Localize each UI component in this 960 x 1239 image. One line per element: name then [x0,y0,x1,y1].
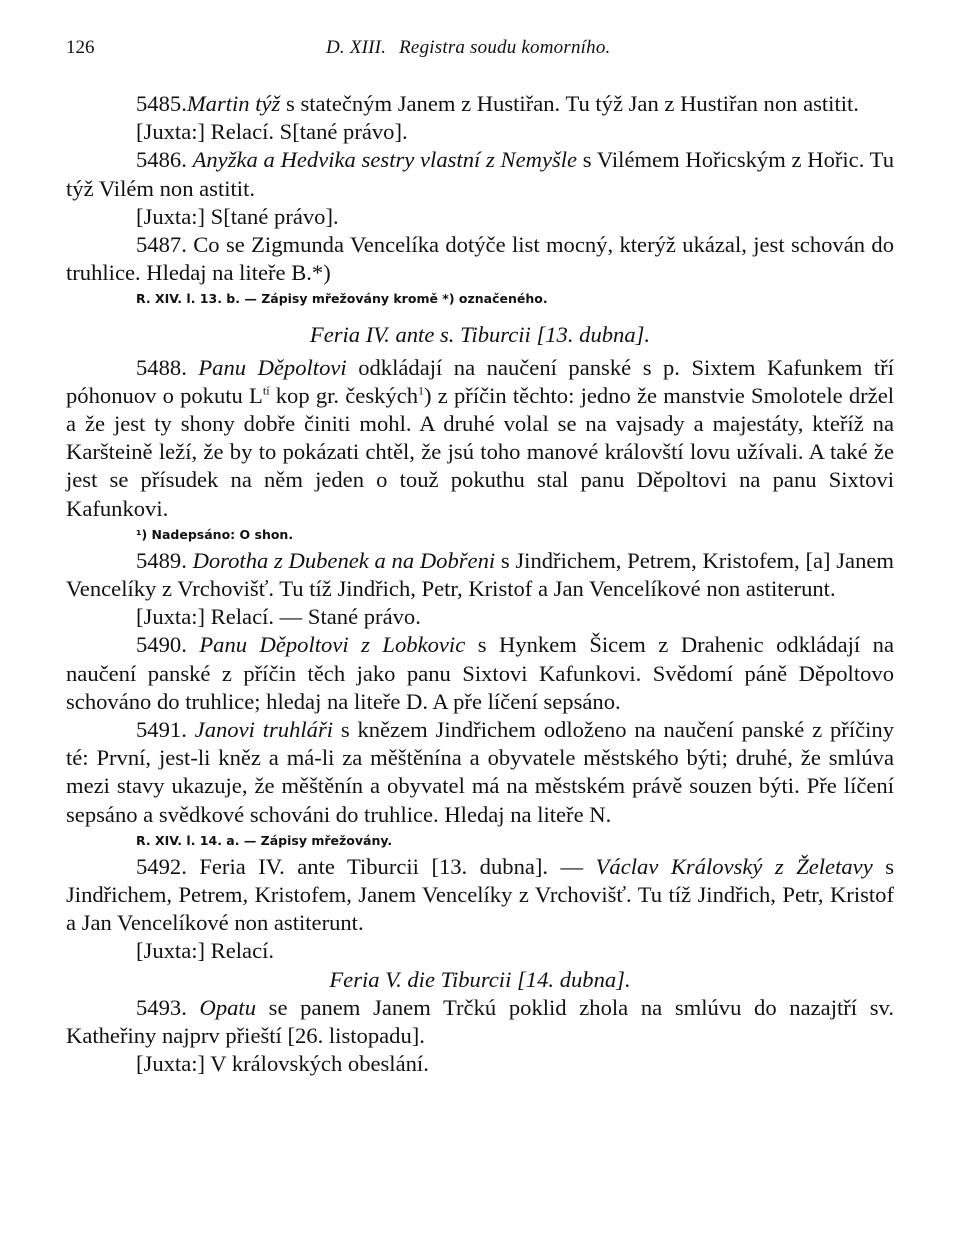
footnote-ref: 1 [418,383,425,398]
footnote: ¹) Nadepsáno: O shon. [136,526,294,542]
entry-5488 [66,354,894,523]
entry-text: s Jindřichem, Petrem, Kristofem, [a] Janem Vencelíky z Vrchovišť. Tu tíž Jindřich, Petr, Kristof a Jan Vencelíkové non astiterunt. [66,547,894,602]
juxta-5489: [Juxta:] Relací. — Stané právo. [136,604,421,630]
register-title: Registra soudu komorního. [399,37,611,58]
entry-5487 [66,231,894,287]
entry-number: 5486. [136,147,187,173]
entry-date: Feria IV. ante Tiburcii [13. dubna]. — [186,853,596,879]
entry-text: s Hynkem Šicem z Drahenic odkládají na naučení panské z příčin těch jako panu Sixtovi Kafunkovi. Svědomí páně Děpoltovo schováno do truhlice; hledaj na liteře D. A pře líčení sepsáno. [66,632,894,714]
juxta-5493: [Juxta:] V královských obeslání. [136,1051,429,1077]
series-label: D. XIII. [326,37,387,58]
entry-party: Anyžka a Hedvika sestry vlastní z Nemyšle [192,147,578,173]
entry-text: s knězem Jindřichem odloženo na naučení panské z příčiny té: První, jest-li kněz a má-li za měštěnína a obyvatele městského býti; druhé, že smlúva mezi stavy ukazuje, že měštěnín a obyvatel má na městském právě souzen býti. Pře líčení sepsáno a svědkové schováni do truhlice. Hledaj na liteře N. [66,717,894,827]
entry-number: 5485. [136,91,187,116]
source-note-5491: R. XIV. l. 14. a. — Zápisy mřežovány. [136,832,393,848]
entry-number: 5489. [136,547,187,573]
entry-5491 [66,716,894,829]
entry-party: Janovi truhláři [194,717,334,743]
entry-party: Václav Královský z Želetavy [595,853,873,879]
entry-number: 5492. [136,853,187,879]
entry-5490 [66,631,894,716]
entry-text: Co se Zigmunda Vencelíka dotýče list mocný, kterýž ukázal, jest schován do truhlice. Hledaj na liteře B.*) [66,232,894,286]
entry-text: ) z příčin těchto: jedno že manstvie Smolotele držel a že jest ty shony dobře činiti mohl. A druhé volal se na vajsady a majestáty, kteříž na Karšteině leží, že by to pokázati chtěl, že jsú toho manové královští lovu užívali. A také že jest se přísudek na něm jeden o touž pokuthu stal panu Děpoltovi na panu Sixtovi Kafunkovi. [66,382,894,521]
entry-number: 5491. [136,717,187,743]
entry-number: 5490. [136,632,187,658]
entry-5485 [66,90,894,118]
page-header [66,34,894,64]
entry-text: kop gr. českých [269,382,419,408]
entry-party: Dorotha z Dubenek a na Dobřeni [192,547,496,573]
entry-5486 [66,146,894,202]
running-title [326,34,610,62]
document-page [66,34,894,1079]
entry-text: s statečným Janem z Hustiřan. Tu týž Jan z Hustiřan non astitit. [280,91,859,116]
entry-text: s Jindřichem, Petrem, Kristofem, Janem Vencelíky z Vrchovišť. Tu tíž Jindřich, Petr, Kristof a Jan Vencelíkové non astiterunt. [66,853,895,936]
juxta-5485: [Juxta:] Relací. S[tané právo]. [136,119,408,145]
entry-text: se panem Janem Trčkú poklid zhola na smlúvu do nazajtří sv. Katheřiny najprv přieští [26. listopadu]. [66,994,894,1049]
date-rubric: Feria IV. ante s. Tiburcii [13. dubna]. [309,322,651,348]
entry-5493 [66,994,894,1050]
entry-text: odkládají na naučení panské s p. Sixtem Kafunkem tří póhonuov o pokutu L [66,354,894,408]
entry-party: Opatu [199,994,256,1020]
entry-text: s Vilémem Hořicským z Hořic. Tu týž Vilém non astitit. [66,147,894,201]
juxta-5492: [Juxta:] Relací. [136,938,275,964]
page-number: 126 [66,37,95,58]
date-rubric: Feria V. die Tiburcii [14. dubna]. [329,966,631,992]
entry-number: 5493. [136,994,187,1020]
entry-5489 [66,547,894,603]
juxta-5486: [Juxta:] S[tané právo]. [136,203,339,229]
entry-party: Martin týž [186,91,281,116]
entry-party: Panu Děpoltovi z Lobkovic [199,632,466,658]
source-note-5487: R. XIV. l. 13. b. — Zápisy mřežovány kromě *) označeného. [136,291,548,307]
superscript: tí [262,383,270,398]
entry-party: Panu Děpoltovi [198,354,347,380]
entry-number: 5487. [136,232,187,258]
entry-number: 5488. [136,354,187,380]
entry-5492 [66,853,894,938]
